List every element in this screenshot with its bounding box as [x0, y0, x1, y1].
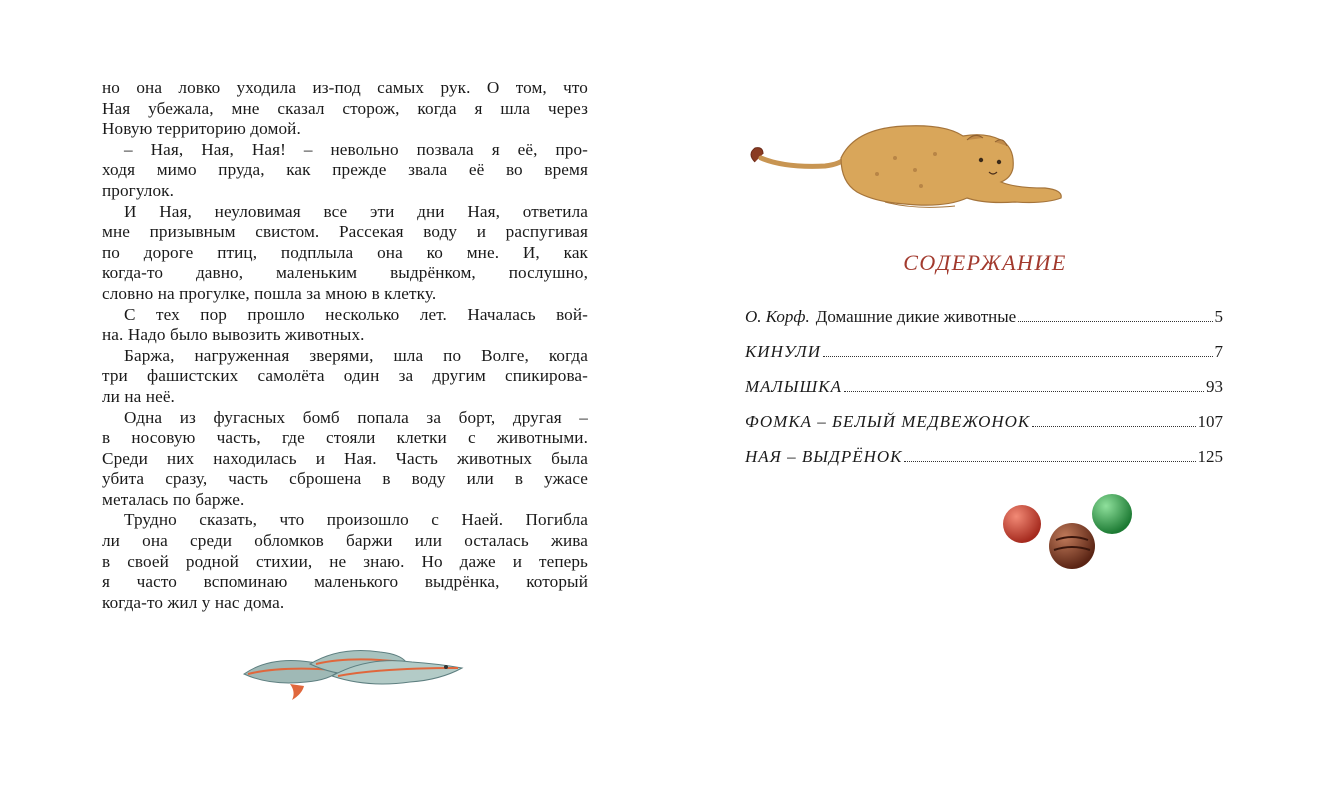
text-line: ли на неё. [102, 386, 175, 406]
toc-entry[interactable] [745, 412, 1223, 447]
left-page-text [102, 78, 588, 613]
toc-leader-dots [844, 391, 1204, 392]
text-line: Трудно сказать, что произошло с Наей. Погибла [124, 510, 588, 530]
toc-entry-page: 107 [1197, 412, 1223, 431]
paragraph-0 [102, 78, 588, 140]
text-line: я часто вспоминаю маленького выдрёнка, который [102, 572, 588, 592]
text-line: но она ловко уходила из-под самых рук. О том, что [102, 78, 588, 97]
text-line: когда-то жил у нас дома. [102, 592, 285, 612]
text-line: в своей родной стихии, не знаю. Но даже и теперь [102, 551, 588, 571]
toc-entry-title: МАЛЫШКА [745, 377, 842, 396]
green-ball-icon [1092, 494, 1132, 534]
toc-entry[interactable] [745, 342, 1223, 377]
toc-entry-page: 93 [1206, 377, 1223, 396]
paragraph-4 [102, 346, 588, 408]
toc-entry-title: ФОМКА – БЕЛЫЙ МЕДВЕЖОНОК [745, 412, 1031, 431]
toc-entry[interactable] [745, 447, 1223, 482]
lion-cub-illustration [745, 118, 1070, 218]
text-line: на. Надо было вывозить животных. [102, 325, 365, 345]
paragraph-5 [102, 408, 588, 511]
text-line: прогулок. [102, 180, 174, 200]
paragraph-2 [102, 202, 588, 305]
text-line: металась по барже. [102, 489, 245, 509]
toc-entry[interactable] [745, 307, 1223, 342]
text-line: Среди них находилась и Ная. Часть животных была [102, 448, 588, 468]
toc-leader-dots [823, 356, 1213, 357]
text-line: убита сразу, часть сброшена в воду или в ужасе [102, 469, 588, 489]
toc-entry-author: О. Корф. [745, 307, 810, 326]
toc-entry-page: 125 [1197, 447, 1223, 466]
text-line: по дороге птиц, подплыла она ко мне. И, как [102, 242, 588, 262]
text-line: три фашистских самолёта один за другим спикирова- [102, 366, 588, 386]
paragraph-6 [102, 510, 588, 613]
text-line: – Ная, Ная, Ная! – невольно позвала я её, про- [124, 139, 588, 159]
text-line: мне призывным свистом. Рассекая воду и распугивая [102, 222, 588, 242]
paragraph-1 [102, 140, 588, 202]
text-line: Одна из фугасных бомб попала за борт, другая – [124, 407, 588, 427]
text-line: Баржа, нагруженная зверями, шла по Волге, когда [124, 345, 588, 365]
toc-title: СОДЕРЖАНИЕ [903, 250, 1067, 275]
red-ball-icon [1003, 505, 1041, 543]
toc-leader-dots [1018, 321, 1212, 322]
text-line: Ная убежала, мне сказал сторож, когда я шла через [102, 98, 588, 118]
balls-illustration [998, 488, 1138, 576]
toc-entry-title: НАЯ – ВЫДРЁНОК [745, 447, 903, 466]
fish-tail-icon [290, 684, 304, 700]
toc-entry[interactable] [745, 377, 1223, 412]
toc-leader-dots [904, 461, 1195, 462]
text-line: Новую территорию домой. [102, 119, 301, 139]
toc-entry-title: Домашние дикие животные [815, 307, 1017, 326]
table-of-contents [745, 307, 1223, 482]
text-line: ходя мимо пруда, как прежде звала её во время [102, 160, 588, 180]
text-line: ли она среди обломков баржи или осталась жива [102, 531, 588, 551]
text-line: в носовую часть, где стояли клетки с животными. [102, 428, 588, 448]
toc-entry-title: КИНУЛИ [745, 342, 821, 361]
lion-cub-icon [751, 126, 1061, 208]
toc-entry-page: 7 [1214, 342, 1223, 361]
text-line: словно на прогулке, пошла за мною в клетку. [102, 283, 437, 303]
toc-entry-page: 5 [1214, 307, 1223, 326]
fish-illustration [240, 640, 470, 702]
paragraph-3 [102, 305, 588, 346]
text-line: С тех пор прошло несколько лет. Началась вой- [124, 304, 588, 324]
text-line: И Ная, неуловимая все эти дни Ная, ответила [124, 201, 588, 221]
toc-leader-dots [1032, 426, 1195, 427]
text-line: когда-то давно, маленьким выдрёнком, послушно, [102, 263, 588, 283]
